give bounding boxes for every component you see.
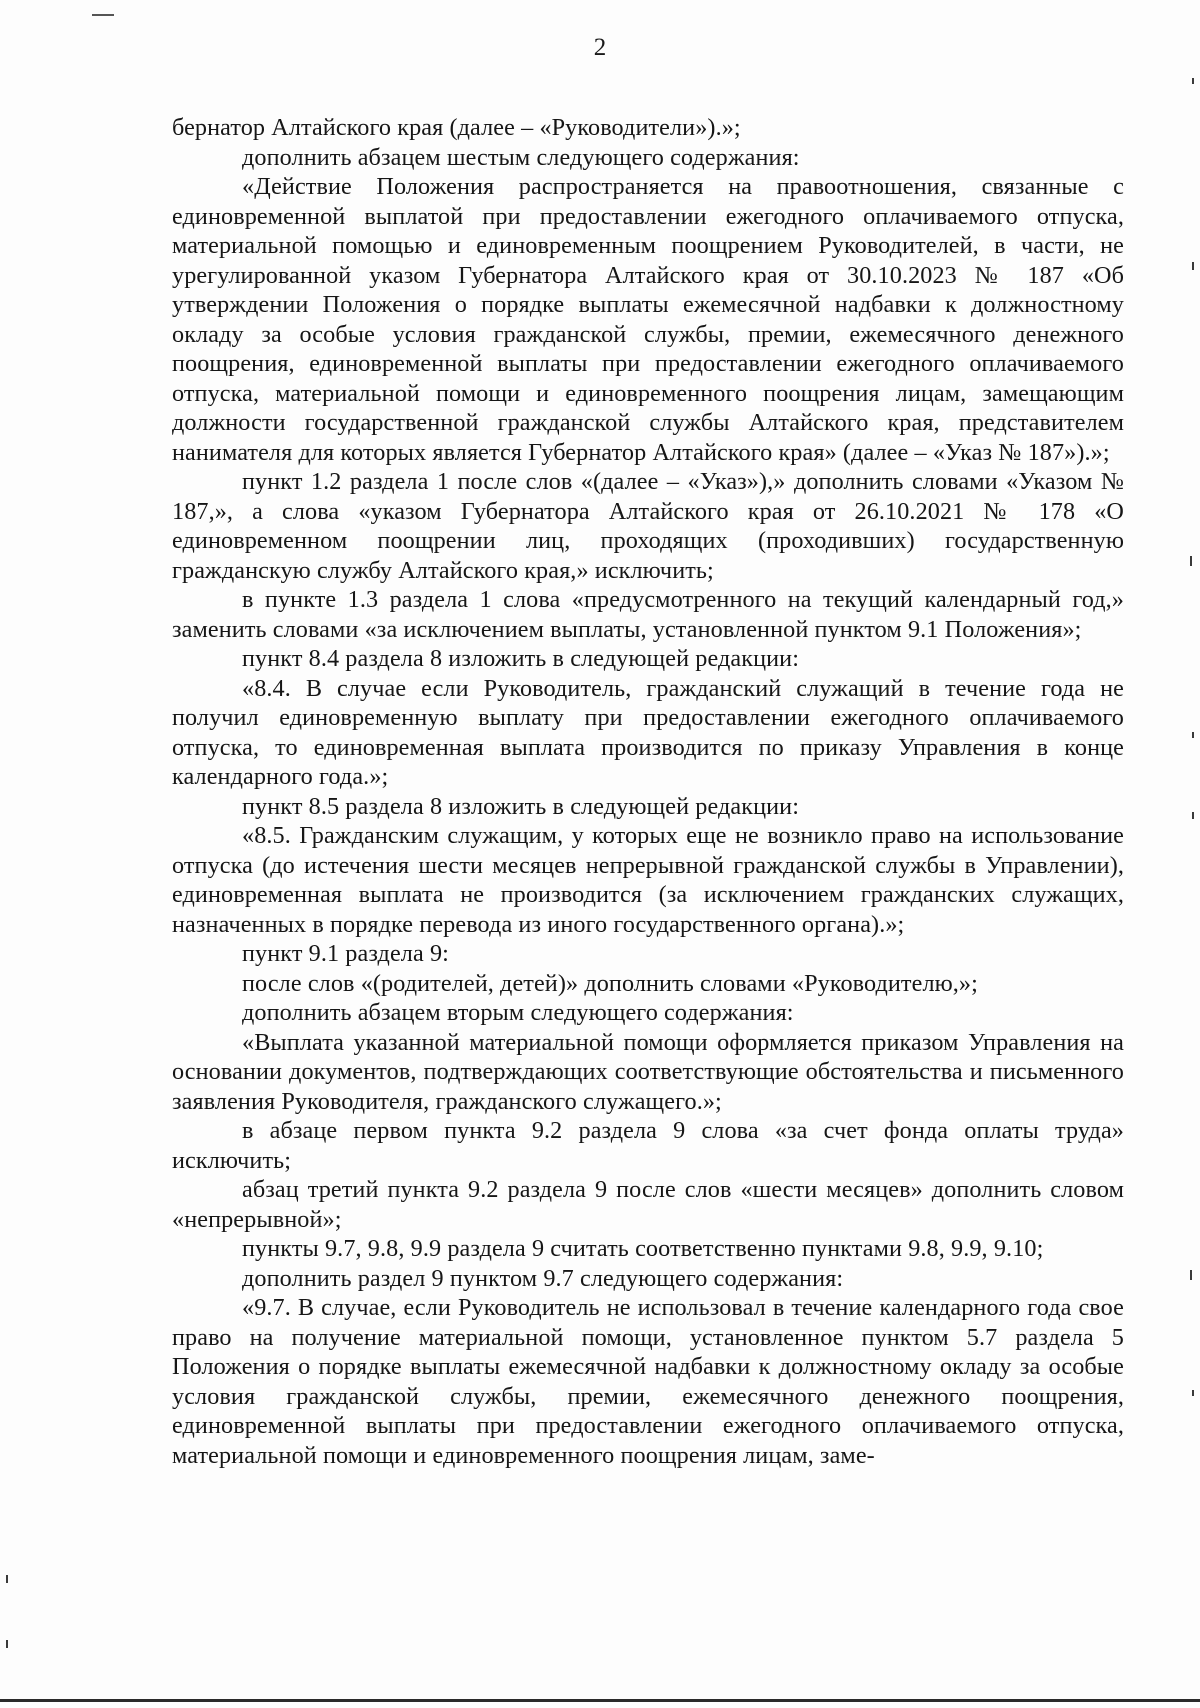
paragraph-12: дополнить абзацем вторым следующего содержания:	[242, 999, 794, 1026]
paragraph-2: дополнить абзацем шестым следующего содержания:	[242, 143, 800, 171]
paragraph-9: «8.5. Гражданским служащим, у которых еще не возникло право на использование отпуска (до истечения шести месяцев непрерывной гражданской службы в Управлении), единовременная выплата не производится (за исключением гражданских служащих, назначенных в порядке перевода из иного государственного органа).»;	[172, 822, 1124, 938]
paragraph-7: «8.4. В случае если Руководитель, гражданский служащий в течение года не получил единовременную выплату при предоставлении ежегодного оплачиваемого отпуска, то единовременная выплата производится по приказу Управления в конце календарного года.»;	[172, 674, 1124, 790]
scan-artifact-line	[92, 14, 114, 16]
scan-speck	[1192, 262, 1194, 270]
paragraph-5: в пункте 1.3 раздела 1 слова «предусмотренного на текущий календарный год,» заменить словами «за исключением выплаты, установленной пунктом 9.1 Положения»;	[172, 586, 1124, 643]
scan-speck	[1190, 556, 1192, 566]
paragraph-17: дополнить раздел 9 пунктом 9.7 следующего содержания:	[242, 1264, 844, 1292]
paragraph-16: пункты 9.7, 9.8, 9.9 раздела 9 считать соответственно пунктами 9.8, 9.9, 9.10;	[242, 1235, 1044, 1262]
document-body	[172, 113, 1124, 1470]
scan-speck	[6, 1640, 8, 1648]
paragraph-6: пункт 8.4 раздела 8 изложить в следующей редакции:	[242, 645, 800, 672]
paragraph-15: абзац третий пункта 9.2 раздела 9 после слов «шести месяцев» дополнить словом «непрерывной»;	[172, 1176, 1124, 1233]
scan-speck	[1192, 732, 1194, 738]
scan-speck	[1192, 78, 1194, 84]
scan-speck	[1192, 812, 1194, 819]
paragraph-4: пункт 1.2 раздела 1 после слов «(далее – «Указ»),» дополнить словами «Указом № 187,», а слова «указом Губернатора Алтайского края от 26.10.2021 № 178 «О единовременном поощрении лиц, проходящих (проходивших) государственную гражданскую службу Алтайского края,» исключить;	[172, 468, 1124, 584]
page-number: 2	[593, 34, 607, 61]
scan-speck	[1192, 1390, 1194, 1396]
scan-bottom-edge	[0, 1699, 1200, 1702]
paragraph-14: в абзаце первом пункта 9.2 раздела 9 слова «за счет фонда оплаты труда» исключить;	[172, 1117, 1124, 1174]
paragraph-13: «Выплата указанной материальной помощи оформляется приказом Управления на основании документов, подтверждающих соответствующие обстоятельства и письменного заявления Руководителя, гражданского служащего.»;	[172, 1028, 1124, 1115]
paragraph-10: пункт 9.1 раздела 9:	[242, 940, 449, 967]
paragraph-18: «9.7. В случае, если Руководитель не использовал в течение календарного года свое право на получение материальной помощи, установленное пунктом 5.7 раздела 5 Положения о порядке выплаты ежемесячной надбавки к должностному окладу за особые условия гражданской службы, премии, ежемесячного денежного поощрения, единовременной выплаты при предоставлении ежегодного оплачиваемого отпуска, материальной помощи и единовременного поощрения лицам, заме-	[172, 1294, 1124, 1469]
paragraph-1: бернатор Алтайского края (далее – «Руководители»).»;	[172, 114, 741, 141]
scan-speck	[1190, 1270, 1192, 1280]
paragraph-11: после слов «(родителей, детей)» дополнить словами «Руководителю,»;	[242, 969, 978, 997]
scan-speck	[6, 1575, 8, 1583]
paragraph-3: «Действие Положения распространяется на правоотношения, связанные с единовременной выплатой при предоставлении ежегодного оплачиваемого отпуска, материальной помощью и единовременным поощрением Руководителей, в части, не урегулированной указом Губернатора Алтайского края от 30.10.2023 № 187 «Об утверждении Положения о порядке выплаты ежемесячной надбавки к должностному окладу за особые условия гражданской службы, премии, ежемесячного денежного поощрения, единовременной выплаты при предоставлении ежегодного оплачиваемого отпуска, материальной помощи и единовременного поощрения лицам, замещающим должности государственной гражданской службы Алтайского края, представителем нанимателя для которых является Губернатор Алтайского края» (далее – «Указ № 187»).»;	[172, 173, 1124, 466]
paragraph-8: пункт 8.5 раздела 8 изложить в следующей редакции:	[242, 792, 800, 820]
